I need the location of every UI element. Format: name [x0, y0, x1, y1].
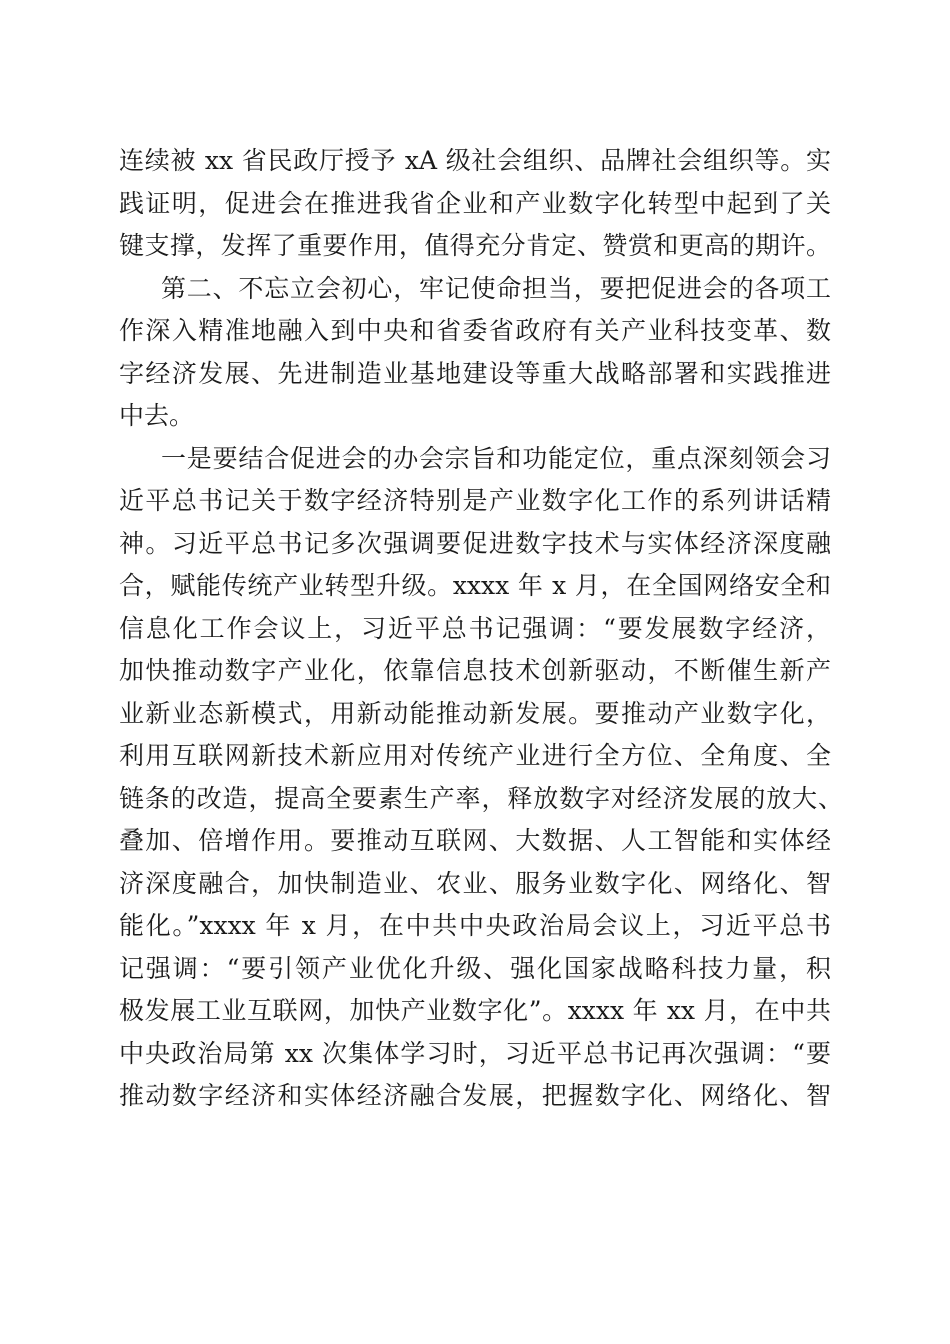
- text-line: 记强调：“要引领产业优化升级、强化国家战略科技力量，积: [119, 953, 831, 983]
- text-line: 第二、不忘立会初心，牢记使命担当，要把促进会的各项工: [161, 273, 831, 303]
- text-line: 链条的改造，提高全要素生产率，释放数字对经济发展的放大、: [119, 783, 843, 813]
- text-line: 推动数字经济和实体经济融合发展，把握数字化、网络化、智: [119, 1081, 831, 1110]
- text-line: 合，赋能传统产业转型升级。xxxx 年 x 月，在全国网络安全和: [119, 571, 831, 600]
- text-line: 践证明，促进会在推进我省企业和产业数字化转型中起到了关: [119, 188, 831, 218]
- text-line: 利用互联网新技术新应用对传统产业进行全方位、全角度、全: [119, 741, 831, 770]
- text-line: 作深入精准地融入到中央和省委省政府有关产业科技变革、数: [119, 316, 831, 345]
- text-line: 业新业态新模式，用新动能推动新发展。要推动产业数字化，: [119, 698, 831, 728]
- text-line: 连续被 xx 省民政厅授予 xA 级社会组织、品牌社会组织等。实: [119, 146, 831, 175]
- text-line: 叠加、倍增作用。要推动互联网、大数据、人工智能和实体经: [119, 826, 831, 855]
- text-line: 神。习近平总书记多次强调要促进数字技术与实体经济深度融: [119, 528, 831, 558]
- text-line: 中央政治局第 xx 次集体学习时，习近平总书记再次强调：“要: [119, 1038, 831, 1068]
- text-line: 近平总书记关于数字经济特别是产业数字化工作的系列讲话精: [119, 486, 831, 515]
- body-text: [119, 140, 843, 1118]
- text-line: 键支撑，发挥了重要作用，值得充分肯定、赞赏和更高的期许。: [119, 231, 831, 260]
- text-line: 极发展工业互联网，加快产业数字化”。xxxx 年 xx 月，在中共: [119, 996, 831, 1025]
- text-line: 一是要结合促进会的办会宗旨和功能定位，重点深刻领会习: [161, 443, 831, 473]
- text-line: 信息化工作会议上，习近平总书记强调：“要发展数字经济，: [119, 613, 831, 643]
- text-line: 济深度融合，加快制造业、农业、服务业数字化、网络化、智: [119, 868, 831, 898]
- text-line: 能化。”xxxx 年 x 月，在中共中央政治局会议上，习近平总书: [119, 911, 831, 940]
- text-line: 中去。: [119, 401, 195, 430]
- text-line: 加快推动数字产业化，依靠信息技术创新驱动，不断催生新产: [119, 656, 831, 685]
- text-line: 字经济发展、先进制造业基地建设等重大战略部署和实践推进: [119, 358, 831, 388]
